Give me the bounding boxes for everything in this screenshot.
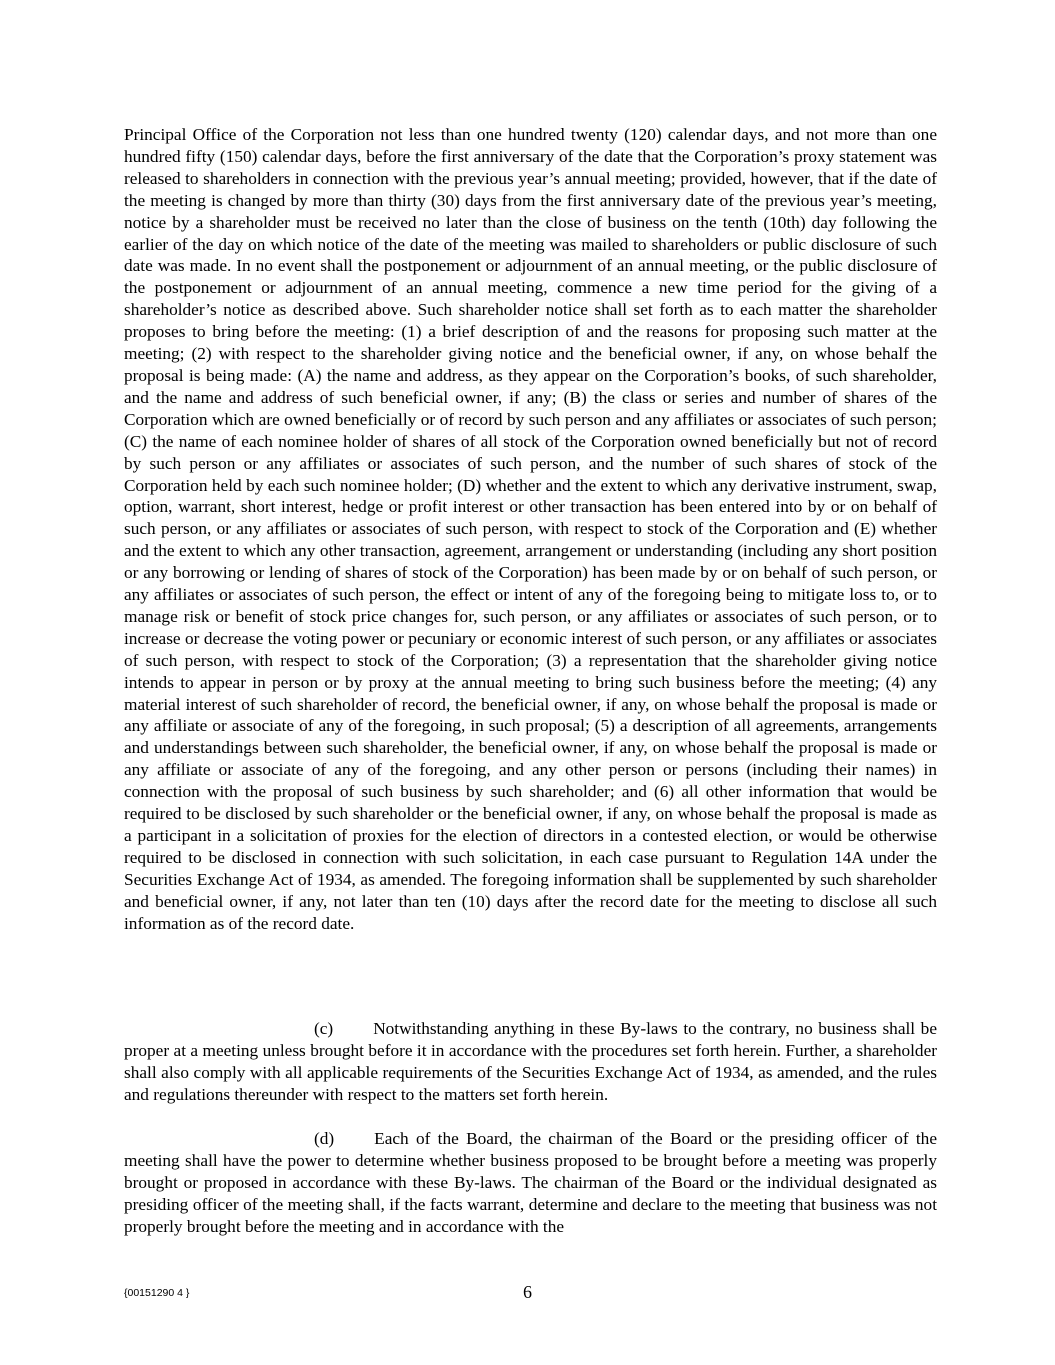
section-d-paragraph — [124, 1128, 937, 1238]
section-d-label: (d) — [314, 1129, 335, 1148]
section-c-paragraph — [124, 1018, 937, 1106]
section-c-text: Notwithstanding anything in these By-laws to the contrary, no business shall be proper at a meeting unless brought before it in accordance with the procedures set forth herein. Further, a shareholder shall also comply with all applicable requirements of the Securities Exchange Act of 1934, as amended, and the rules and regulations thereunder with respect to the matters set forth herein. — [124, 1019, 937, 1104]
section-c-label: (c) — [314, 1019, 334, 1038]
page-number: 6 — [523, 1282, 532, 1302]
main-paragraph: Principal Office of the Corporation not less than one hundred twenty (120) calendar days, and not more than one hundred fifty (150) calendar days, before the first anniversary of the date that the Corporation’s proxy statement was released to shareholders in connection with the previous year’s annual meeting; provided, however, that if the date of the meeting is changed by more than thirty (30) days from the first anniversary date of the previous year’s meeting, notice by a shareholder must be received no later than the close of business on the tenth (10th) day following the earlier of the day on which notice of the date of the meeting was mailed to shareholders or public disclosure of such date was made. In no event shall the postponement or adjournment of an annual meeting, or the public disclosure of the postponement or adjournment of an annual meeting, commence a new time period for the giving of a shareholder’s notice as described above. Such shareholder notice shall set forth as to each matter the shareholder proposes to bring before the meeting: (1) a brief description of and the reasons for proposing such matter at the meeting; (2) with respect to the shareholder giving notice and the beneficial owner, if any, on whose behalf the proposal is being made: (A) the name and address, as they appear on the Corporation’s books, of such shareholder, and the name and address of such beneficial owner, if any; (B) the class or series and number of shares of the Corporation which are owned beneficially or of record by such person and any affiliates or associates of such person; (C) the name of each nominee holder of shares of all stock of the Corporation owned beneficially but not of record by such person or any affiliates or associates of such person, and the number of such shares of stock of the Corporation held by each such nominee holder; (D) whether and the extent to which any derivative instrument, swap, option, warrant, short interest, hedge or profit interest or other transaction has been entered into by or on behalf of such person, or any affiliates or associates of such person, with respect to stock of the Corporation and (E) whether and the extent to which any other transaction, agreement, arrangement or understanding (including any short position or any borrowing or lending of shares of stock of the Corporation) has been made by or on behalf of such person, or any affiliates or associates of such person, the effect or intent of any of the foregoing being to mitigate loss to, or to manage risk or benefit of stock price changes for, such person, or any affiliates or associates of such person, or to increase or decrease the voting power or pecuniary or economic interest of such person, or any affiliates or associates of such person, with respect to stock of the Corporation; (3) a representation that the shareholder giving notice intends to appear in person or by proxy at the annual meeting to bring such business before the meeting; (4) any material interest of such shareholder of record, the beneficial owner, if any, on whose behalf the proposal is made or any affiliate or associate of any of the foregoing, in such proposal; (5) a description of all agreements, arrangements and understandings between such shareholder, the beneficial owner, if any, on whose behalf the proposal is made or any affiliate or associate of any of the foregoing, and any other person or persons (including their names) in connection with the proposal of such business by such shareholder; and (6) all other information that would be required to be disclosed by such shareholder or the beneficial owner, if any, on whose behalf the proposal is made as a participant in a solicitation of proxies for the election of directors in a contested election, or would be otherwise required to be disclosed in connection with such solicitation, in each case pursuant to Regulation 14A under the Securities Exchange Act of 1934, as amended. The foregoing information shall be supplemented by such shareholder and beneficial owner, if any, not later than ten (10) days after the record date for the meeting to disclose all such information as of the record date. — [124, 125, 937, 933]
section-d-text: Each of the Board, the chairman of the Board or the presiding officer of the meeting shall have the power to determine whether business proposed to be brought before a meeting was properly brought or proposed in accordance with these By-laws. The chairman of the Board or the individual designated as presiding officer of the meeting shall, if the facts warrant, determine and declare to the meeting that business was not properly brought before the meeting and in accordance with the — [124, 1129, 937, 1236]
footer-document-id: {00151290 4 } — [124, 1287, 190, 1299]
